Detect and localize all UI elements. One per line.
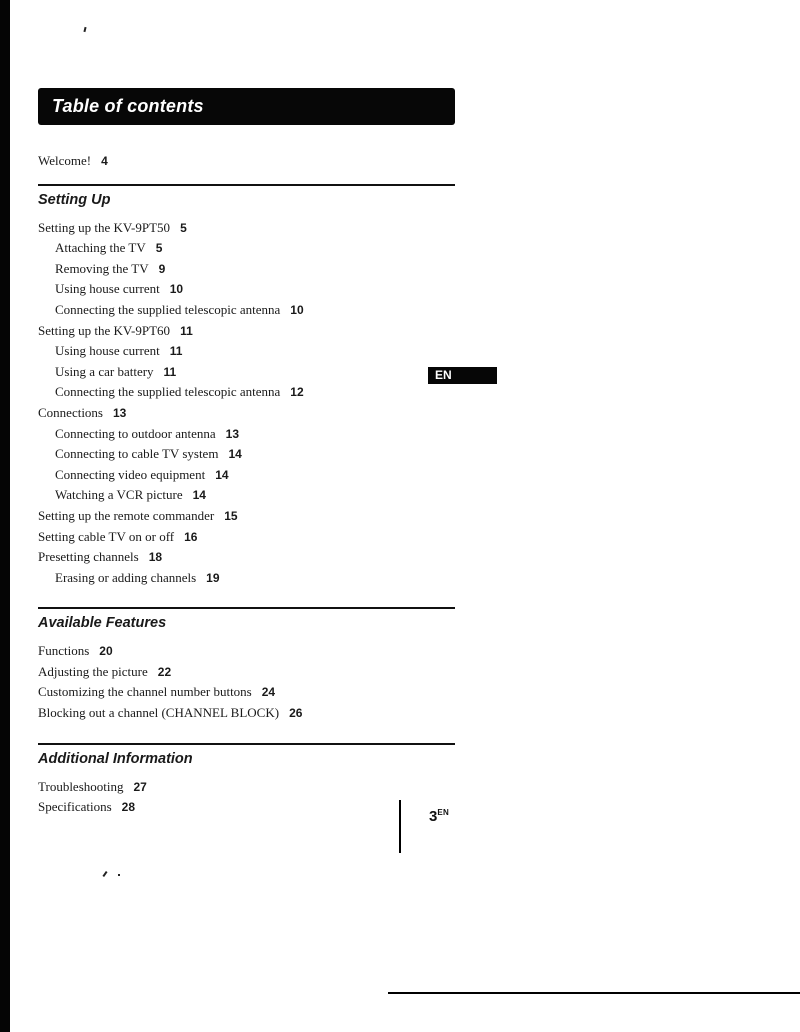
toc-entry xyxy=(38,382,455,403)
toc-entry-label: Connecting to cable TV system xyxy=(55,446,219,462)
toc-entry-page: 13 xyxy=(225,426,240,441)
toc-entry-page: 14 xyxy=(215,467,229,482)
toc-entry-list xyxy=(38,641,455,723)
toc-entry-label: Setting cable TV on or off xyxy=(38,528,175,544)
toc-entry-page: 9 xyxy=(158,261,166,276)
toc-entry xyxy=(38,218,455,239)
toc-entry xyxy=(38,506,455,527)
toc-entry-page: 10 xyxy=(290,302,304,317)
section-rule xyxy=(38,607,455,609)
toc-entry-page: 13 xyxy=(113,405,127,420)
toc-entry xyxy=(38,444,455,465)
toc-entry-page: 28 xyxy=(121,800,136,815)
section-rule xyxy=(38,743,455,745)
toc-entry-label: Watching a VCR picture xyxy=(55,487,183,503)
page-number-value: 3 xyxy=(429,808,438,825)
toc-entry xyxy=(38,238,455,259)
toc-entry-page: 11 xyxy=(163,364,177,379)
toc-section-additional-information xyxy=(38,743,455,818)
toc-entry-page: 24 xyxy=(261,685,276,700)
toc-entry-label: Connecting to outdoor antenna xyxy=(55,425,216,441)
toc-entry-label: Customizing the channel number buttons xyxy=(38,684,252,700)
page-number-suffix: EN xyxy=(437,808,450,817)
scan-edge-bar xyxy=(0,0,10,1032)
toc-entry-page: 18 xyxy=(148,550,163,565)
toc-entry-label: Attaching the TV xyxy=(55,240,146,256)
toc-entry-list xyxy=(38,777,455,818)
section-heading: Setting Up xyxy=(38,191,111,208)
toc-entry-page: 19 xyxy=(206,570,220,585)
section-heading: Available Features xyxy=(38,615,167,632)
en-language-badge xyxy=(428,367,497,384)
section-rule xyxy=(38,184,455,186)
toc-entry-label: Functions xyxy=(38,643,90,659)
toc-entry-page: 11 xyxy=(180,323,193,338)
toc-entry xyxy=(38,641,455,662)
toc-entry-label: Connecting video equipment xyxy=(55,466,206,482)
toc-entry-label: Setting up the KV-9PT50 xyxy=(38,219,171,235)
toc-entry-label: Connections xyxy=(38,404,103,420)
toc-entry-label: Adjusting the picture xyxy=(38,663,148,679)
toc-entry-welcome xyxy=(38,151,455,172)
toc-entry-list xyxy=(38,218,455,589)
section-heading: Additional Information xyxy=(38,750,193,767)
toc-entry-page: 11 xyxy=(169,344,183,359)
toc-section-available-features xyxy=(38,607,455,723)
footer-vertical-rule xyxy=(399,800,401,853)
toc-entry-page: 4 xyxy=(101,154,108,168)
toc-entry xyxy=(38,568,455,589)
toc-entry-page: 22 xyxy=(157,664,172,679)
toc-entry-page: 14 xyxy=(192,488,206,503)
scan-artifact xyxy=(118,874,120,876)
toc-entry xyxy=(38,662,455,683)
toc-entry-label: Using house current xyxy=(55,281,160,297)
toc-content-column xyxy=(38,88,455,818)
toc-entry xyxy=(38,485,455,506)
toc-entry-label: Presetting channels xyxy=(38,549,139,565)
toc-entry-label: Erasing or adding channels xyxy=(55,569,197,585)
toc-entry xyxy=(38,547,455,568)
toc-entry-page: 5 xyxy=(155,241,163,256)
toc-entry xyxy=(38,777,455,798)
toc-entry xyxy=(38,362,455,383)
toc-sections xyxy=(38,184,455,818)
toc-entry-label: Welcome! xyxy=(38,153,92,168)
page-title: Table of contents xyxy=(52,96,204,116)
scan-artifact-line xyxy=(388,992,800,994)
toc-entry-label: Specifications xyxy=(38,799,112,815)
en-language-badge-label: EN xyxy=(435,368,452,382)
toc-entry-label: Connecting the supplied telescopic antenna xyxy=(55,301,281,317)
toc-entry-page: 14 xyxy=(228,447,242,462)
toc-entry xyxy=(38,403,455,424)
toc-entry xyxy=(38,682,455,703)
toc-entry xyxy=(38,527,455,548)
toc-entry-label: Troubleshooting xyxy=(38,778,124,794)
toc-entry-label: Removing the TV xyxy=(55,260,149,276)
toc-entry-page: 16 xyxy=(184,529,198,544)
toc-entry xyxy=(38,465,455,486)
toc-entry xyxy=(38,259,455,280)
scan-artifact xyxy=(102,871,107,877)
page-title-bar xyxy=(38,88,455,125)
toc-entry xyxy=(38,321,455,342)
toc-entry-page: 15 xyxy=(224,508,238,523)
toc-entry-page: 5 xyxy=(180,220,187,235)
toc-entry-page: 20 xyxy=(99,644,113,659)
toc-entry-page: 26 xyxy=(289,706,303,721)
toc-entry-label: Setting up the KV-9PT60 xyxy=(38,322,171,338)
toc-entry xyxy=(38,797,455,818)
toc-entry xyxy=(38,279,455,300)
toc-entry-label: Setting up the remote commander xyxy=(38,507,215,523)
toc-section-setting-up xyxy=(38,184,455,589)
toc-entry xyxy=(38,703,455,724)
scan-artifact xyxy=(83,27,86,32)
toc-entry-label: Using a car battery xyxy=(55,363,154,379)
toc-entry xyxy=(38,424,455,445)
toc-entry xyxy=(38,341,455,362)
toc-entry-label: Using house current xyxy=(55,343,160,359)
toc-entry xyxy=(38,300,455,321)
toc-entry-page: 10 xyxy=(169,282,184,297)
page-number xyxy=(429,808,449,825)
toc-entry-page: 12 xyxy=(290,385,304,400)
toc-entry-label: Connecting the supplied telescopic antenna xyxy=(55,384,281,400)
toc-entry-label: Blocking out a channel (CHANNEL BLOCK) xyxy=(38,705,280,721)
toc-entry-page: 27 xyxy=(133,779,147,794)
